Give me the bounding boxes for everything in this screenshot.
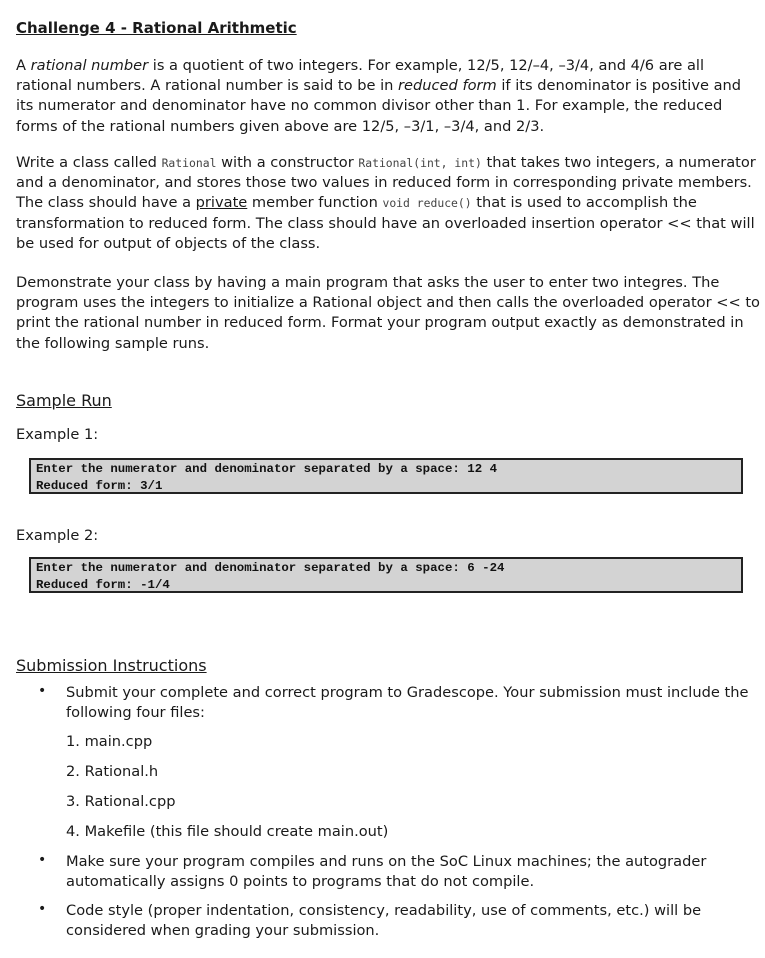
console-line: Reduced form: -1/4: [36, 577, 170, 592]
console-line: Enter the numerator and denominator separated by a space: 6 -24: [36, 561, 505, 575]
page-title: Challenge 4 - Rational Arithmetic: [16, 19, 297, 37]
file-item-source: 3. Rational.cpp: [66, 793, 176, 810]
bullet-icon: •: [38, 852, 47, 868]
example-2-label: Example 2:: [16, 527, 99, 544]
code-constructor: Rational(int, int): [358, 156, 482, 170]
spec-text-5: that is used to accomplish the transformation to reduced form. The class should have an overloaded insertion operator << that will be used for output of objects of the class.: [16, 194, 755, 252]
spec-text-2: with a constructor: [216, 154, 359, 171]
bullet-icon: •: [38, 901, 47, 917]
spec-paragraph: [16, 153, 761, 254]
intro-text-a: A: [16, 57, 31, 74]
spec-text-1: Write a class called: [16, 154, 162, 171]
sample-run-heading: Sample Run: [16, 391, 112, 410]
console-line: Enter the numerator and denominator separated by a space: 12 4: [36, 462, 498, 476]
spec-text-4: member function: [247, 194, 383, 212]
term-reduced-form: reduced form: [398, 77, 497, 95]
bullet-icon: •: [38, 683, 47, 699]
example-2-console: [29, 557, 743, 593]
code-class-name: Rational: [161, 156, 217, 170]
console-line: Reduced form: 3/1: [36, 478, 163, 493]
term-rational-number: rational number: [30, 57, 149, 74]
bullet-submit: Submit your complete and correct program to Gradescope. Your submission must include the following four files:: [66, 684, 749, 721]
spec-text-3: that takes two integers, a numerator and a denominator, and stores those two values in reduced form in corresponding private members. The class should have a: [16, 154, 756, 212]
example-1-label: Example 1:: [16, 426, 99, 443]
submission-heading: Submission Instructions: [16, 656, 207, 675]
bullet-compile: Make sure your program compiles and runs on the SoC Linux machines; the autograder automatically assigns 0 points to programs that do not compile.: [66, 853, 707, 890]
intro-paragraph: [16, 56, 761, 137]
intro-text-b: is a quotient of two integers. For example, 12/5, 12/–4, –3/4, and 4/6 are all rational numbers. A rational number is said to be in: [16, 57, 705, 95]
private-keyword: private: [195, 194, 248, 212]
file-item-main: 1. main.cpp: [66, 733, 153, 750]
bullet-style: Code style (proper indentation, consistency, readability, use of comments, etc.) will be considered when grading your submission.: [66, 902, 702, 939]
example-1-console: [29, 458, 743, 494]
code-reduce-function: void reduce(): [382, 196, 472, 211]
file-item-header: 2. Rational.h: [66, 763, 159, 780]
demo-paragraph: Demonstrate your class by having a main program that asks the user to enter two integres. The program uses the integers to initialize a Rational object and then calls the overloaded operator << to print the rational number in reduced form. Format your program output exactly as demonstrated in the following sample runs.: [16, 274, 760, 352]
file-item-makefile: 4. Makefile (this file should create main.out): [66, 823, 389, 840]
intro-text-c: if its denominator is positive and its numerator and denominator have no common divisor other than 1. For example, the reduced forms of the rational numbers given above are 12/5, –3/1, –3/4, and 2/3.: [16, 77, 742, 135]
